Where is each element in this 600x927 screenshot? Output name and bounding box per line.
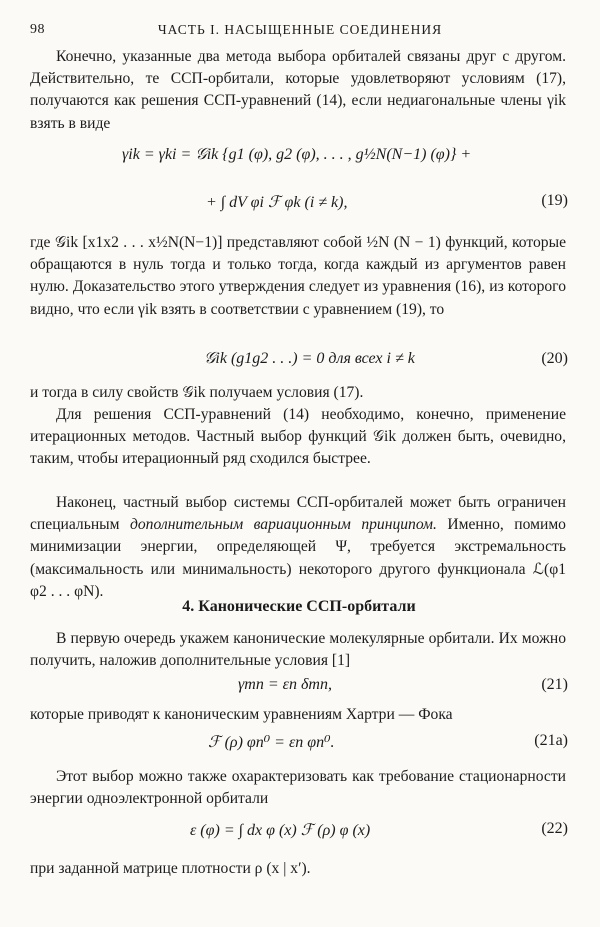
equation-22 [30,820,568,846]
paragraph-3: и тогда в силу свойств 𝒢ik получаем условия (17). [30,384,364,401]
paragraph-5-end: Именно, помимо минимизации энергии, определяющей Ψ, требуется экстремальность (максимальность или минимальность) некоторого другого функционала ℒ(φ1 φ2 . . . φN). [30,516,566,600]
equation-21a [30,732,568,758]
paragraph-7: которые приводят к каноническим уравнениям Хартри — Фока [30,706,453,723]
equation-21-body: γmn = εn δmn, [238,676,332,693]
paragraph-6: В первую очередь укажем канонические молекулярные орбитали. Их можно получить, наложив дополнительные условия [1] [30,630,566,670]
paragraph-5-emphasis: дополнительным вариационным принципом. [130,516,437,534]
equation-20 [30,350,568,376]
paragraph-8: Этот выбор можно также охарактеризовать как требование стационарности энергии одноэлектронной орбитали [30,768,566,808]
equation-19-line-1 [30,146,568,172]
running-header [30,22,570,44]
equation-21-number: (21) [541,676,568,693]
equation-22-number: (22) [541,820,568,837]
paragraph-1: Конечно, указанные два метода выбора орбиталей связаны друг с другом. Действительно, те ССП-орбитали, которые удовлетворяют условиям (17), получаются как решения ССП-уравнений (14), если недиагональные члены γik взять в виде [30,48,566,132]
equation-19-number: (19) [541,192,568,209]
paragraph-2: где 𝒢ik [x1x2 . . . x½N(N−1)] представляют собой ½N (N − 1) функций, которые обращаются в нуль тогда и только тогда, когда каждый из аргументов равен нулю. Доказательство этого утверждения следует из уравнения (16), из которого видно, что если γik взять в соответствии с уравнением (19), то [30,234,566,318]
paragraph-5 [30,492,566,603]
section-heading: 4. Канонические ССП-орбитали [182,598,416,615]
page-number: 98 [30,22,45,37]
paragraph-4: Для решения ССП-уравнений (14) необходимо, конечно, применение итерационных методов. Частный выбор функций 𝒢ik должен быть, очевидно, таким, чтобы итерационный ряд сходился быстрее. [30,406,566,468]
equation-19-second-line: + ∫ dV φi ℱ φk (i ≠ k), [206,194,348,211]
running-title: ЧАСТЬ I. НАСЫЩЕННЫЕ СОЕДИНЕНИЯ [157,22,443,37]
paragraph-5-start: Наконец, частный выбор системы ССП-орбиталей может быть ограничен специальным [30,494,566,534]
paragraph-9: при заданной матрице плотности ρ (x | x′). [30,860,311,877]
equation-21a-body: ℱ (ρ) φn⁰ = εn φn⁰. [208,734,335,751]
equation-20-number: (20) [541,350,568,367]
equation-22-body: ε (φ) = ∫ dx φ (x) ℱ (ρ) φ (x) [190,822,371,839]
equation-21a-number: (21a) [534,732,568,749]
equation-19-first-line: γik = γki = 𝒢ik {g1 (φ), g2 (φ), . . . , g½N(N−1) (φ)} + [122,146,472,163]
equation-19-line-2 [30,192,568,218]
equation-20-body: 𝒢ik (g1g2 . . .) = 0 для всех i ≠ k [204,350,415,367]
equation-21 [30,676,568,702]
